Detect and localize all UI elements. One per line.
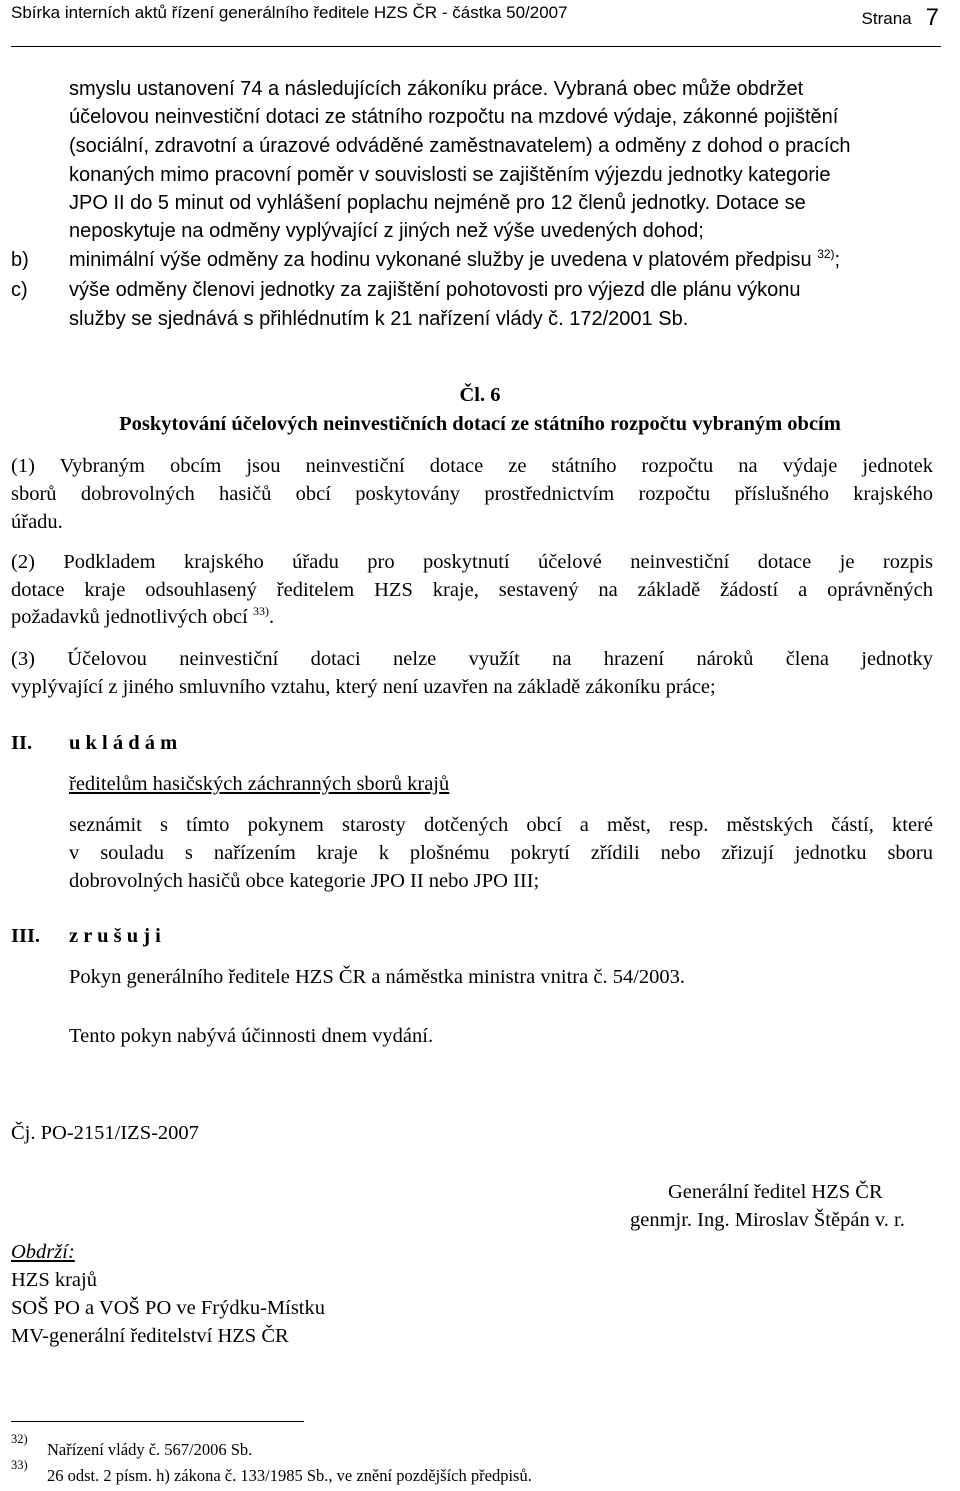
footnote-ref-32: 32) xyxy=(817,247,835,261)
section-2-roman: II. xyxy=(11,732,33,754)
continuation-line: (sociální, zdravotní a úrazové odváděné zaměstnavatelem) a odměny z dohod o pracích xyxy=(69,135,851,157)
paragraph-line: úřadu. xyxy=(11,511,63,533)
section-2-line: seznámit s tímto pokynem starosty dotčených obcí a měst, resp. městských částí, které xyxy=(69,814,933,836)
page-label: Strana xyxy=(861,9,912,28)
article-title: Poskytování účelových neinvestičních dotací ze státního rozpočtu vybraným obcím xyxy=(119,413,841,435)
paragraph-line: (1) Vybraným obcím jsou neinvestiční dotace ze státního rozpočtu na výdaje jednotek xyxy=(11,455,933,477)
article-number: Čl. 6 xyxy=(459,384,501,406)
recipient-item: HZS krajů xyxy=(11,1269,97,1291)
item-c-line: výše odměny členovi jednotky za zajištění pohotovosti pro výjezd dle plánu výkonu xyxy=(69,279,801,301)
signature-title: Generální ředitel HZS ČR xyxy=(668,1181,883,1203)
page-header xyxy=(11,0,947,52)
section-2-verb: u k l á d á m xyxy=(69,732,178,754)
page-indicator xyxy=(862,3,939,31)
paragraph-line xyxy=(11,606,933,629)
footnote-ref: 32) xyxy=(11,1432,28,1446)
footnote-rule xyxy=(11,1421,304,1422)
collection-title: Sbírka interních aktů řízení generálního ředitele HZS ČR - částka 50/2007 xyxy=(11,3,568,22)
paragraph-line: (3) Účelovou neinvestiční dotaci nelze využít na hrazení nároků člena jednotky xyxy=(11,648,933,670)
footnote-ref-33: 33) xyxy=(252,604,269,618)
section-3-text: Pokyn generálního ředitele HZS ČR a náměstka ministra vnitra č. 54/2003. xyxy=(69,966,686,988)
reference-number: Čj. PO-2151/IZS-2007 xyxy=(11,1122,199,1144)
continuation-line: smyslu ustanovení 74 a následujících zákoníku práce. Vybraná obec může obdržet xyxy=(69,78,804,100)
continuation-line: konaných mimo pracovní poměr v souvislosti se zajištěním výjezdu jednotky kategorie xyxy=(69,164,831,186)
item-c-label: c) xyxy=(11,279,28,301)
section-2-line: v souladu s nařízením kraje k plošnému pokrytí zřídili nebo zřizují jednotku sboru xyxy=(69,842,933,864)
recipient-item: SOŠ PO a VOŠ PO ve Frýdku-Místku xyxy=(11,1297,326,1319)
continuation-line: účelovou neinvestiční dotaci ze státního rozpočtu na mzdové výdaje, zákonné pojištění xyxy=(69,106,839,128)
paragraph-line: (2) Podkladem krajského úřadu pro poskytnutí účelové neinvestiční dotace je rozpis xyxy=(11,551,933,573)
paragraph-line: sborů dobrovolných hasičů obcí poskytovány prostřednictvím rozpočtu příslušného krajského xyxy=(11,483,933,505)
item-b-label: b) xyxy=(11,249,29,271)
continuation-line: neposkytuje na odměny vyplývající z jiných než výše uvedených dohod; xyxy=(69,220,704,242)
item-b-text xyxy=(69,249,840,272)
header-rule xyxy=(11,46,941,47)
section-3-verb: z r u š u j i xyxy=(69,925,161,947)
continuation-line: JPO II do 5 minut od vyhlášení poplachu nejméně pro 12 členů jednotky. Dotace se xyxy=(69,192,806,214)
footnote-text: Nařízení vlády č. 567/2006 Sb. xyxy=(47,1440,253,1459)
paragraph-line: vyplývající z jiného smluvního vztahu, který není uzavřen na základě zákoníku práce; xyxy=(11,676,716,698)
recipient-item: MV-generální ředitelství HZS ČR xyxy=(11,1325,289,1347)
footnote-text: 26 odst. 2 písm. h) zákona č. 133/1985 Sb., ve znění pozdějších předpisů. xyxy=(47,1466,532,1485)
paragraph-text: požadavků jednotlivých obcí xyxy=(11,606,248,628)
item-b-tail: ; xyxy=(834,249,841,271)
effect-clause: Tento pokyn nabývá účinnosti dnem vydání. xyxy=(69,1025,434,1047)
item-c-line: služby se sjednává s přihlédnutím k 21 nařízení vlády č. 172/2001 Sb. xyxy=(69,308,689,330)
section-3-roman: III. xyxy=(11,925,41,947)
footnote-ref: 33) xyxy=(11,1458,28,1472)
page-number: 7 xyxy=(925,4,939,31)
paragraph-line: dotace kraje odsouhlasený ředitelem HZS kraje, sestavený na základě žádostí a oprávněných xyxy=(11,579,933,601)
section-2-line: dobrovolných hasičů obce kategorie JPO II nebo JPO III; xyxy=(69,870,540,892)
signature-name: genmjr. Ing. Miroslav Štěpán v. r. xyxy=(630,1209,905,1231)
paragraph-tail: . xyxy=(268,606,275,628)
item-b-body: minimální výše odměny za hodinu vykonané služby je uvedena v platovém předpisu xyxy=(69,249,812,271)
recipients-heading: Obdrží: xyxy=(11,1241,75,1263)
section-2-addressee: ředitelům hasičských záchranných sborů krajů xyxy=(69,773,450,795)
